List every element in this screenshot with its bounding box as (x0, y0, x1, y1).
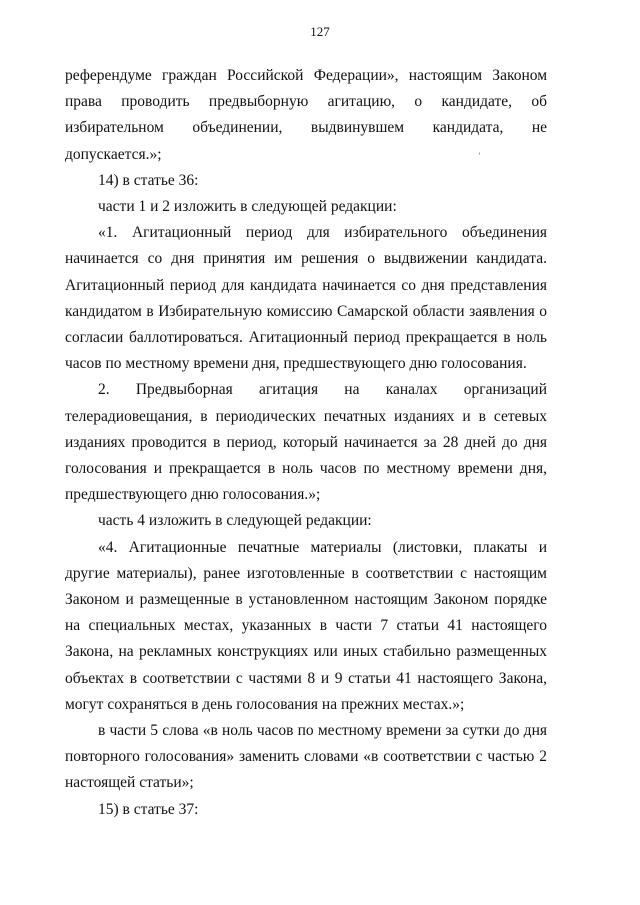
document-body (65, 63, 547, 823)
scan-speck: ʼ (478, 151, 481, 161)
paragraph: референдуме граждан Российской Федерации», настоящим Законом права проводить предвыборную агитацию, о кандидате, об избирательном объединении, выдвинувшем кандидата, не допускается.»; (65, 67, 547, 163)
paragraph: 2. Предвыборная агитация на каналах организаций телерадиовещания, в периодических печатных изданиях и в сетевых изданиях проводится в период, который начинается за 28 дней до дня голосования и прекращается в ноль часов по местному времени дня, предшествующего дню голосования.»; (65, 381, 547, 504)
paragraph: 14) в статье 36: (98, 171, 199, 189)
paragraph: 15) в статье 37: (98, 800, 199, 818)
paragraph: «4. Агитационные печатные материалы (листовки, плакаты и другие материалы), ранее изготовленные в соответствии с настоящим Законом и размещенные в установленном настоящим Законом порядке на специальных местах, указанных в части 7 статьи 41 настоящего Закона, на рекламных конструкциях или иных стабильно размещенных объектах в соответствии с частями 8 и 9 статьи 41 настоящего Закона, могут сохраняться в день голосования на прежних местах.»; (65, 538, 547, 713)
paragraph: части 1 и 2 изложить в следующей редакции: (98, 198, 397, 216)
paragraph: в части 5 слова «в ноль часов по местному времени за сутки до дня повторного голосования» заменить словами «в соответствии с частью 2 настоящей статьи»; (65, 722, 547, 792)
page-number: 127 (310, 24, 330, 39)
paragraph: «1. Агитационный период для избирательного объединения начинается со дня принятия им решения о выдвижении кандидата. Агитационный период для кандидата начинается со дня представления кандидатом в Избирательную комиссию Самарской области заявления о согласии баллотироваться. Агитационный период прекращается в ноль часов по местному времени дня, предшествующего дню голосования. (65, 224, 547, 373)
paragraph: часть 4 изложить в следующей редакции: (98, 512, 372, 530)
